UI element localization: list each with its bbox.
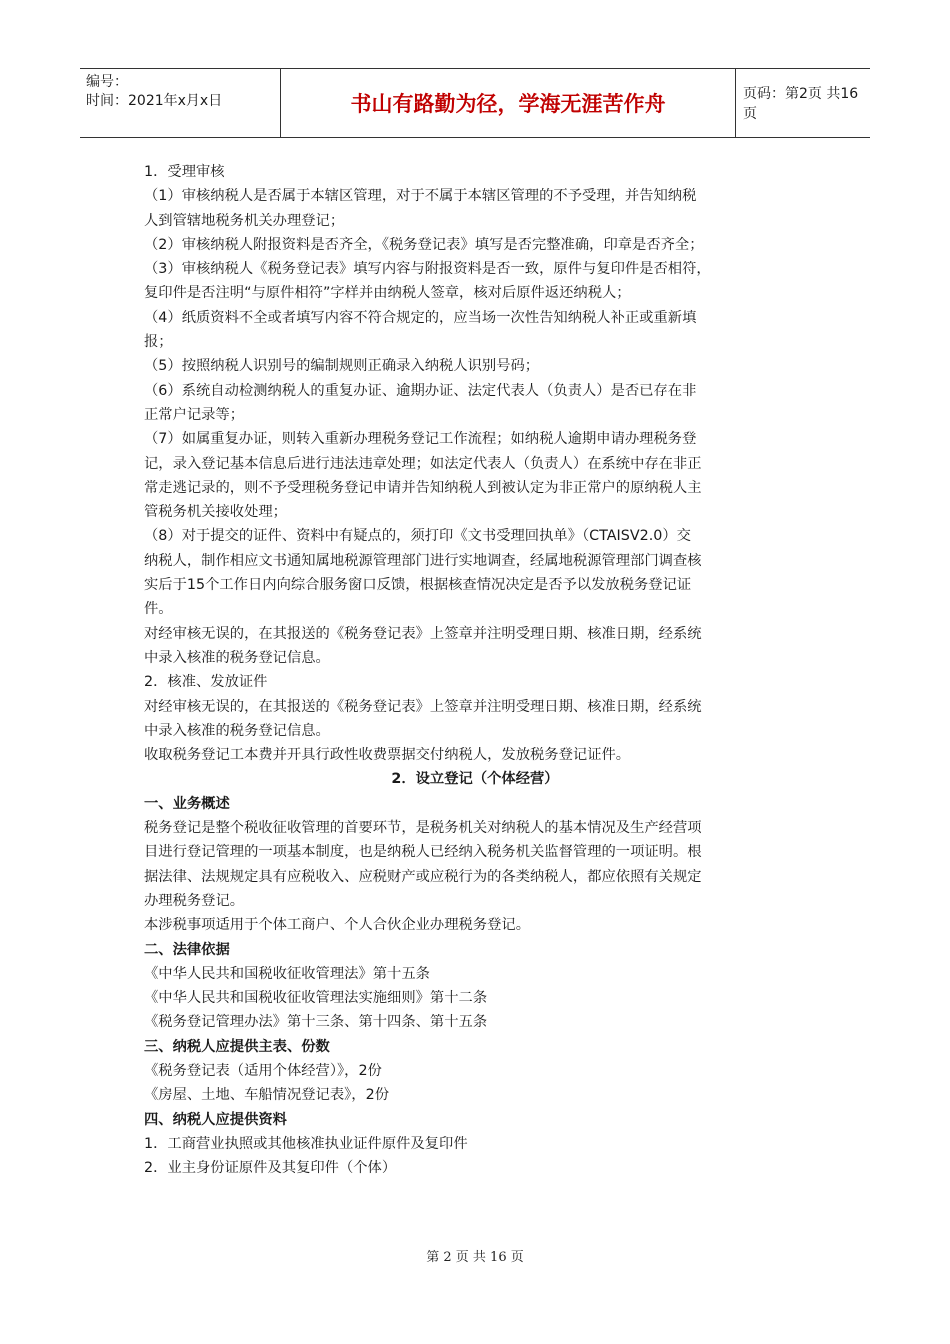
body-line: 记，录入登记基本信息后进行违法违章处理；如法定代表人（负责人）在系统中存在非正	[144, 455, 702, 472]
section-heading: 2．设立登记（个体经营）	[391, 771, 559, 788]
body-line: 对经审核无误的，在其报送的《税务登记表》上签章并注明受理日期、核准日期，经系统	[144, 625, 702, 642]
body-line: 中录入核准的税务登记信息。	[144, 722, 330, 739]
number-label: 编号：	[86, 74, 128, 90]
body-line: 税务登记是整个税收征收管理的首要环节，是税务机关对纳税人的基本情况及生产经营项	[144, 820, 702, 837]
body-line: 报；	[144, 334, 173, 351]
body-line: 管税务机关接收处理；	[144, 504, 287, 521]
section-heading: 四、纳税人应提供资料	[144, 1111, 287, 1128]
body-line: 复印件是否注明“与原件相符”字样并由纳税人签章，核对后原件返还纳税人；	[144, 285, 631, 302]
body-line: 2．核准、发放证件	[144, 674, 268, 691]
section-heading: 三、纳税人应提供主表、份数	[144, 1038, 330, 1055]
body-line: 2．业主身份证原件及其复印件（个体）	[144, 1160, 397, 1177]
section-heading: 一、业务概述	[144, 795, 230, 812]
body-line: 对经审核无误的，在其报送的《税务登记表》上签章并注明受理日期、核准日期，经系统	[144, 698, 702, 715]
body-line: 《税务登记管理办法》第十三条、第十四条、第十五条	[144, 1014, 488, 1031]
body-line: 《中华人民共和国税收征收管理法实施细则》第十二条	[144, 990, 488, 1007]
body-line: （6）系统自动检测纳税人的重复办证、逾期办证、法定代表人（负责人）是否已存在非	[144, 382, 697, 399]
body-line: （7）如属重复办证，则转入重新办理税务登记工作流程；如纳税人逾期申请办理税务登	[144, 431, 697, 448]
body-line: （2）审核纳税人附报资料是否齐全，《税务登记表》填写是否完整准确，印章是否齐全；	[144, 236, 704, 253]
body-line: （4）纸质资料不全或者填写内容不符合规定的，应当场一次性告知纳税人补正或重新填	[144, 309, 697, 326]
body-line: （5）按照纳税人识别号的编制规则正确录入纳税人识别号码；	[144, 358, 540, 375]
body-line: （8）对于提交的证件、资料中有疑点的，须打印《文书受理回执单》（CTAISV2.0）交	[144, 528, 691, 545]
body-line: 目进行登记管理的一项基本制度，也是纳税人已经纳入税务机关监督管理的一项证明。根	[144, 844, 702, 861]
body-line: 人到管辖地税务机关办理登记；	[144, 212, 345, 229]
body-line: 据法律、法规规定具有应税收入、应税财产或应税行为的各类纳税人，都应依照有关规定	[144, 868, 702, 885]
body-line: 《中华人民共和国税收征收管理法》第十五条	[144, 965, 430, 982]
header-page-info: 页码：第2页 共16页	[743, 86, 859, 122]
body-line: 办理税务登记。	[144, 892, 245, 909]
body-line: （3）审核纳税人《税务登记表》填写内容与附报资料是否一致，原件与复印件是否相符，	[144, 261, 711, 278]
header-meta	[80, 69, 280, 137]
body-line: （1）审核纳税人是否属于本辖区管理，对于不属于本辖区管理的不予受理，并告知纳税	[144, 188, 697, 205]
header-motto: 书山有路勤为径，学海无涯苦作舟	[280, 69, 736, 137]
body-line: 常走逃记录的，则不予受理税务登记申请并告知纳税人到被认定为非正常户的原纳税人主	[144, 479, 702, 496]
body-line: 《房屋、土地、车船情况登记表》，2份	[144, 1087, 389, 1104]
body-line: 件。	[144, 601, 173, 618]
body-line: 中录入核准的税务登记信息。	[144, 649, 330, 666]
body-line: 1．受理审核	[144, 164, 225, 180]
body-line: 正常户记录等；	[144, 406, 245, 423]
body-line: 纳税人，制作相应文书通知属地税源管理部门进行实地调查，经属地税源管理部门调查核	[144, 552, 702, 569]
body-line: 本涉税事项适用于个体工商户、个人合伙企业办理税务登记。	[144, 917, 531, 934]
body-line: 1．工商营业执照或其他核准执业证件原件及复印件	[144, 1135, 468, 1152]
time-label: 时间：2021年x月x日	[86, 93, 223, 109]
section-heading: 二、法律依据	[144, 941, 230, 958]
page-footer: 第 2 页 共 16 页	[426, 1250, 524, 1265]
body-line: 实后于15个工作日内向综合服务窗口反馈，根据核查情况决定是否予以发放税务登记证	[144, 577, 692, 594]
page-header	[80, 68, 870, 138]
document-body	[144, 160, 806, 1180]
body-line: 《税务登记表（适用个体经营）》，2份	[144, 1062, 382, 1079]
body-line: 收取税务登记工本费并开具行政性收费票据交付纳税人，发放税务登记证件。	[144, 747, 631, 764]
